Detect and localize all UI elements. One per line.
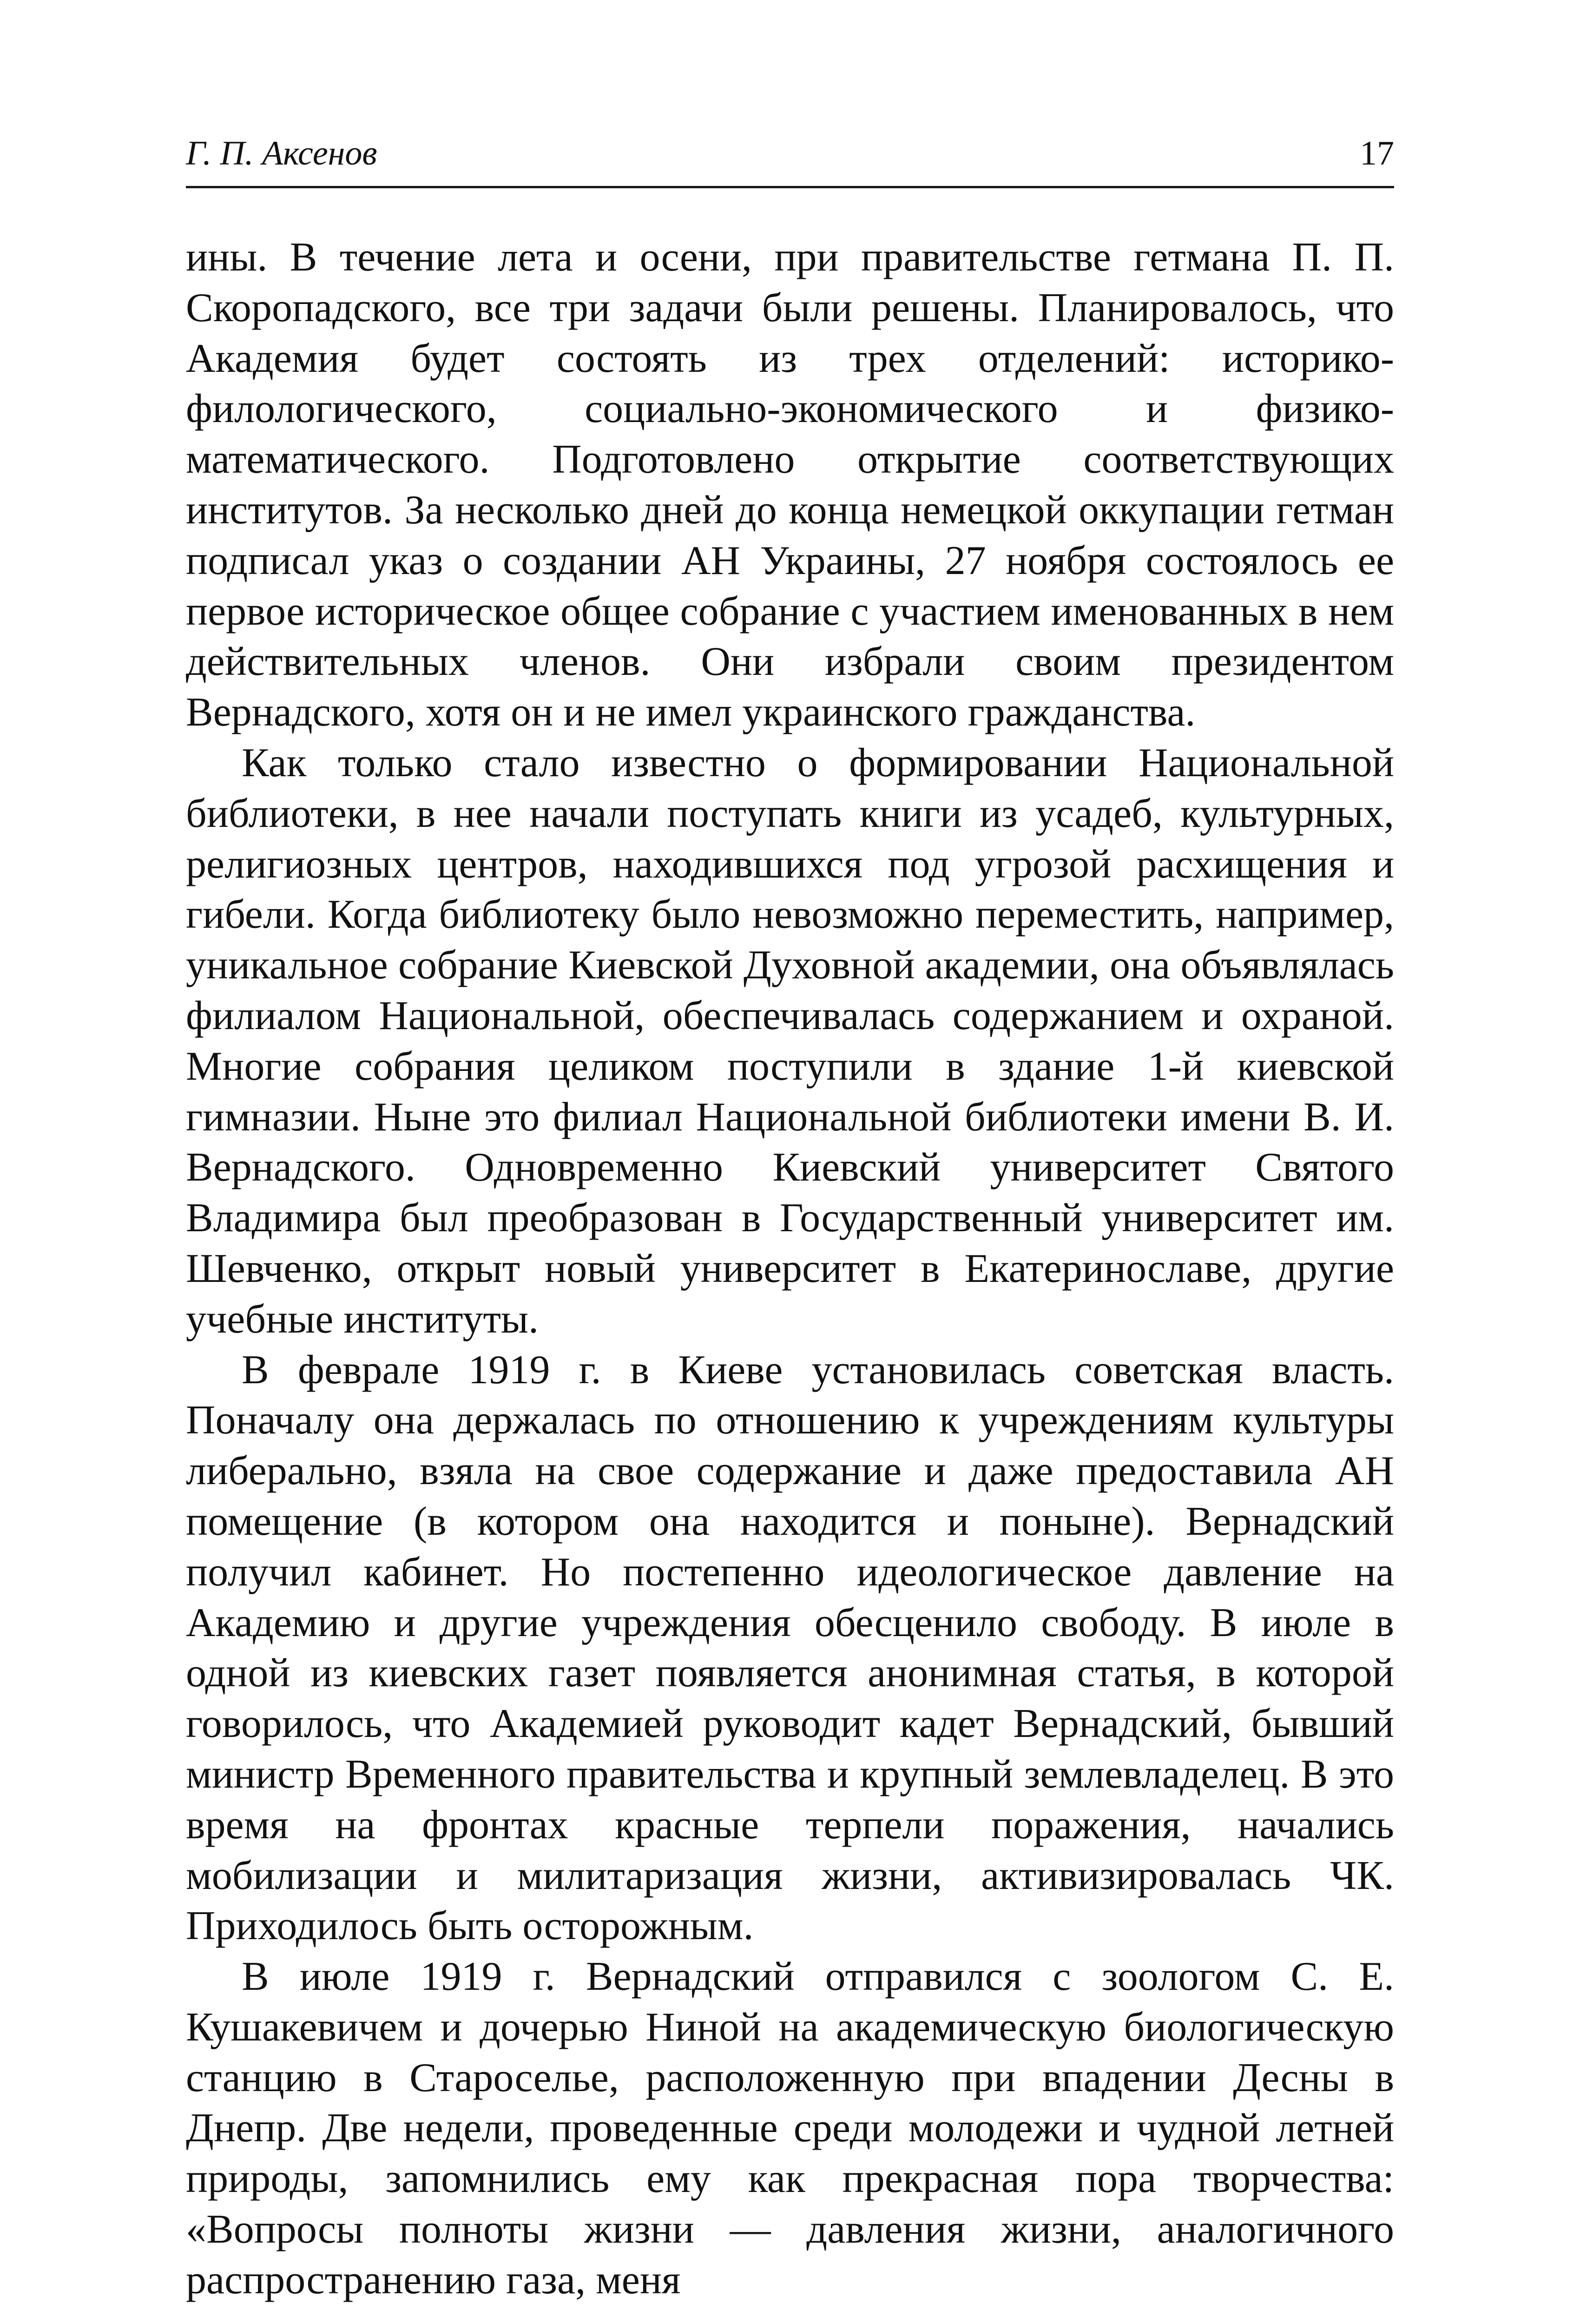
paragraph-3: В феврале 1919 г. в Киеве установилась советская власть. Поначалу она держалась по отношению к учреждениям культуры либерально, взяла на свое содержание и даже предоставила АН помещение (в котором она находится и поныне). Вернадский получил кабинет. Но постепенно идеологическое давление на Академию и другие учреждения обесценило свободу. В июле в одной из киевских газет появляется анонимная статья, в которой говорилось, что Академией руководит кадет Вернадский, бывший министр Временного правительства и крупный землевладелец. В это время на фронтах красные терпели поражения, начались мобилизации и милитаризация жизни, активизировалась ЧК. Приходилось быть осторожным. (186, 1347, 1394, 1949)
running-head (186, 125, 1394, 188)
paragraph-2: Как только стало известно о формировании Национальной библиотеки, в нее начали поступать книги из усадеб, культурных, религиозных центров, находившихся под угрозой расхищения и гибели. Когда библиотеку было невозможно переместить, например, уникальное собрание Киевской Духовной академии, она объявлялась филиалом Национальной, обеспечивалась содержанием и охраной. Многие собрания целиком поступили в здание 1-й киевской гимназии. Ныне это филиал Национальной библиотеки имени В. И. Вернадского. Одновременно Киевский университет Святого Владимира был преобразован в Государственный университет им. Шевченко, открыт новый университет в Екатеринославе, другие учебные институты. (186, 740, 1394, 1342)
body-text (186, 232, 1394, 2306)
paragraph-4: В июле 1919 г. Вернадский отправился с зоологом С. Е. Кушакевичем и дочерью Ниной на академическую биологическую станцию в Староселье, расположенную при впадении Десны в Днепр. Две недели, проведенные среди молодежи и чудной летней природы, запомнились ему как прекрасная пора творчества: «Вопросы полноты жизни — давления жизни, аналогичного распространению газа, меня (186, 1954, 1394, 2303)
paragraph-1: ины. В течение лета и осени, при правительстве гетмана П. П. Скоропадского, все три задачи были решены. Планировалось, что Академия будет состоять из трех отделений: историко-филологического, социально-экономического и физико-математического. Подготовлено открытие соответствующих институтов. За несколько дней до конца немецкой оккупации гетман подписал указ о создании АН Украины, 27 ноября состоялось ее первое историческое общее собрание с участием именованных в нем действительных членов. Они избрали своим президентом Вернадского, хотя он и не имел украинского гражданства. (186, 235, 1394, 735)
page-number: 17 (1360, 134, 1394, 172)
running-head-author: Г. П. Аксенов (186, 134, 377, 172)
